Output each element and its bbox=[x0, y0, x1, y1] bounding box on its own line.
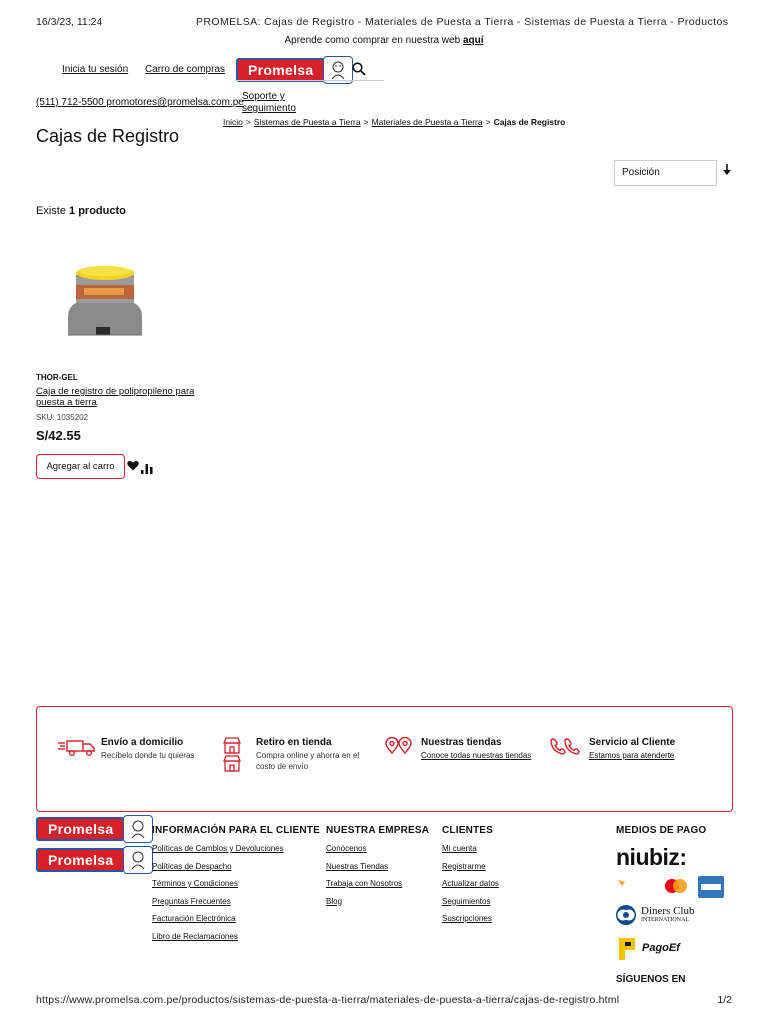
footer-link[interactable]: Libro de Reclamaciones bbox=[152, 931, 238, 941]
support-link[interactable] bbox=[242, 91, 296, 115]
service-stores[interactable] bbox=[385, 737, 531, 761]
diners-text: Diners Club bbox=[641, 905, 695, 917]
footer-column-title: CLIENTES bbox=[442, 825, 494, 836]
footer-link[interactable]: Registrarme bbox=[442, 861, 486, 871]
heart-icon[interactable] bbox=[127, 460, 139, 473]
print-title: PROMELSA: Cajas de Registro - Materiales de Puesta a Tierra - Sistemas de Puesta a Tierra - Productos bbox=[196, 16, 729, 28]
truck-icon bbox=[57, 737, 101, 761]
footer-link[interactable]: Políticas de Despacho bbox=[152, 861, 232, 871]
header-divider bbox=[236, 80, 384, 81]
count-prefix: Existe bbox=[36, 205, 66, 217]
sort-select[interactable]: Posición bbox=[614, 160, 717, 186]
service-delivery[interactable] bbox=[57, 737, 194, 761]
footer-link[interactable]: Términos y Condiciones bbox=[152, 879, 238, 888]
footer-link[interactable]: Preguntas Frecuentes bbox=[152, 896, 231, 906]
footer-column-title: MEDIOS DE PAGO bbox=[616, 825, 707, 836]
print-page-number: 1/2 bbox=[717, 994, 732, 1006]
footer-logo[interactable] bbox=[36, 815, 153, 843]
product-count bbox=[36, 205, 126, 217]
footer-link[interactable]: Actualizar datos bbox=[442, 879, 499, 888]
mascot-icon bbox=[123, 815, 153, 843]
diners-logo bbox=[615, 904, 699, 931]
product-brand: THOR-GEL bbox=[36, 373, 78, 382]
search-icon[interactable] bbox=[352, 62, 366, 76]
niubiz-logo: niubiz: bbox=[616, 844, 687, 870]
footer-link[interactable]: Suscripciones bbox=[442, 914, 492, 923]
breadcrumb-materiales[interactable]: Materiales de Puesta a Tierra bbox=[371, 117, 483, 127]
footer-column-title: INFORMACIÓN PARA EL CLIENTE bbox=[152, 825, 320, 836]
product-image[interactable] bbox=[60, 255, 150, 355]
breadcrumb-separator: > bbox=[245, 117, 251, 127]
footer-logo[interactable] bbox=[36, 846, 153, 874]
add-to-cart-button[interactable]: Agregar al carro bbox=[36, 454, 125, 479]
service-desc: Recíbelo donde tu quieras bbox=[101, 751, 195, 760]
service-title: Servicio al Cliente bbox=[589, 737, 676, 748]
support-line-1: Soporte y bbox=[242, 91, 285, 102]
service-link[interactable]: Estamos para atenderte bbox=[589, 751, 675, 760]
follow-us-title: SÍGUENOS EN bbox=[616, 974, 686, 985]
product-price: S/42.55 bbox=[36, 428, 81, 443]
service-title: Retiro en tienda bbox=[256, 737, 332, 748]
login-link[interactable]: Inicia tu sesión bbox=[62, 64, 129, 75]
compare-icon[interactable] bbox=[141, 461, 153, 479]
contact-info[interactable]: (511) 712-5500 promotores@promelsa.com.pe bbox=[36, 97, 244, 108]
footer-link[interactable]: Mi cuenta bbox=[442, 844, 477, 853]
footer-company-column bbox=[326, 825, 429, 914]
service-desc: Compra online y ahorra en el costo de envío bbox=[256, 751, 360, 771]
footer-link[interactable]: Blog bbox=[326, 896, 343, 906]
footer-link[interactable]: Seguimientos bbox=[442, 896, 491, 906]
product-name-link[interactable]: Caja de registro de polipropileno para puesta a tierra bbox=[36, 386, 195, 408]
footer-column-title: NUESTRA EMPRESA bbox=[326, 825, 430, 836]
page-title: Cajas de Registro bbox=[36, 126, 180, 146]
promo-text: Aprende como comprar en nuestra web bbox=[284, 35, 461, 46]
breadcrumb-current: Cajas de Registro bbox=[493, 117, 566, 127]
mascot-icon bbox=[123, 846, 153, 874]
print-url: https://www.promelsa.com.pe/productos/sistemas-de-puesta-a-tierra/materiales-de-puesta-a-tierra/cajas-de-registro.html bbox=[36, 994, 620, 1006]
service-title: Envío a domicilio bbox=[101, 737, 184, 748]
store-icon bbox=[222, 737, 256, 761]
service-pickup[interactable] bbox=[222, 737, 364, 772]
breadcrumb-home[interactable]: Inicio bbox=[223, 117, 243, 127]
count-value: 1 producto bbox=[69, 205, 126, 217]
service-link[interactable]: Conoce todas nuestras tiendas bbox=[421, 751, 532, 760]
product-sku: SKU: 1035202 bbox=[36, 413, 89, 422]
breadcrumb-separator: > bbox=[363, 117, 369, 127]
breadcrumb-sistemas[interactable]: Sistemas de Puesta a Tierra bbox=[253, 117, 361, 127]
phone-icon bbox=[549, 737, 589, 761]
support-line-2: seguimiento bbox=[242, 103, 296, 114]
card-logos bbox=[616, 876, 728, 900]
pagoefectivo-logo bbox=[615, 936, 680, 967]
location-icon bbox=[385, 737, 421, 761]
breadcrumb bbox=[223, 117, 565, 127]
footer-info-column bbox=[152, 825, 320, 949]
promo-bar bbox=[0, 35, 768, 46]
logo-wordmark: Promelsa bbox=[36, 817, 125, 841]
breadcrumb-separator: > bbox=[485, 117, 491, 127]
footer-link[interactable]: Trabaja con Nosotros bbox=[326, 879, 403, 888]
logo-wordmark: Promelsa bbox=[36, 848, 125, 872]
service-customer[interactable] bbox=[549, 737, 675, 761]
cart-link[interactable]: Carro de compras bbox=[144, 64, 225, 75]
footer-link[interactable]: Nuestras Tiendas bbox=[326, 861, 389, 871]
footer-clients-column bbox=[442, 825, 499, 932]
service-title: Nuestras tiendas bbox=[421, 737, 502, 748]
print-date: 16/3/23, 11:24 bbox=[36, 16, 103, 28]
pagoefectivo-text: PagoEf bbox=[642, 942, 680, 954]
footer-payment-column bbox=[616, 825, 706, 844]
footer-link[interactable]: Conócenos bbox=[326, 844, 367, 853]
sort-direction-icon[interactable] bbox=[722, 164, 732, 179]
services-box bbox=[36, 706, 733, 812]
promo-link[interactable]: aquí bbox=[462, 35, 484, 46]
top-links bbox=[62, 64, 239, 75]
diners-subtext: INTERNATIONAL bbox=[641, 917, 689, 923]
footer-link[interactable]: Políticas de Cambios y Devoluciones bbox=[152, 844, 284, 853]
logo-wordmark: Promelsa bbox=[236, 58, 325, 82]
footer-link[interactable]: Facturación Electrónica bbox=[152, 914, 236, 923]
